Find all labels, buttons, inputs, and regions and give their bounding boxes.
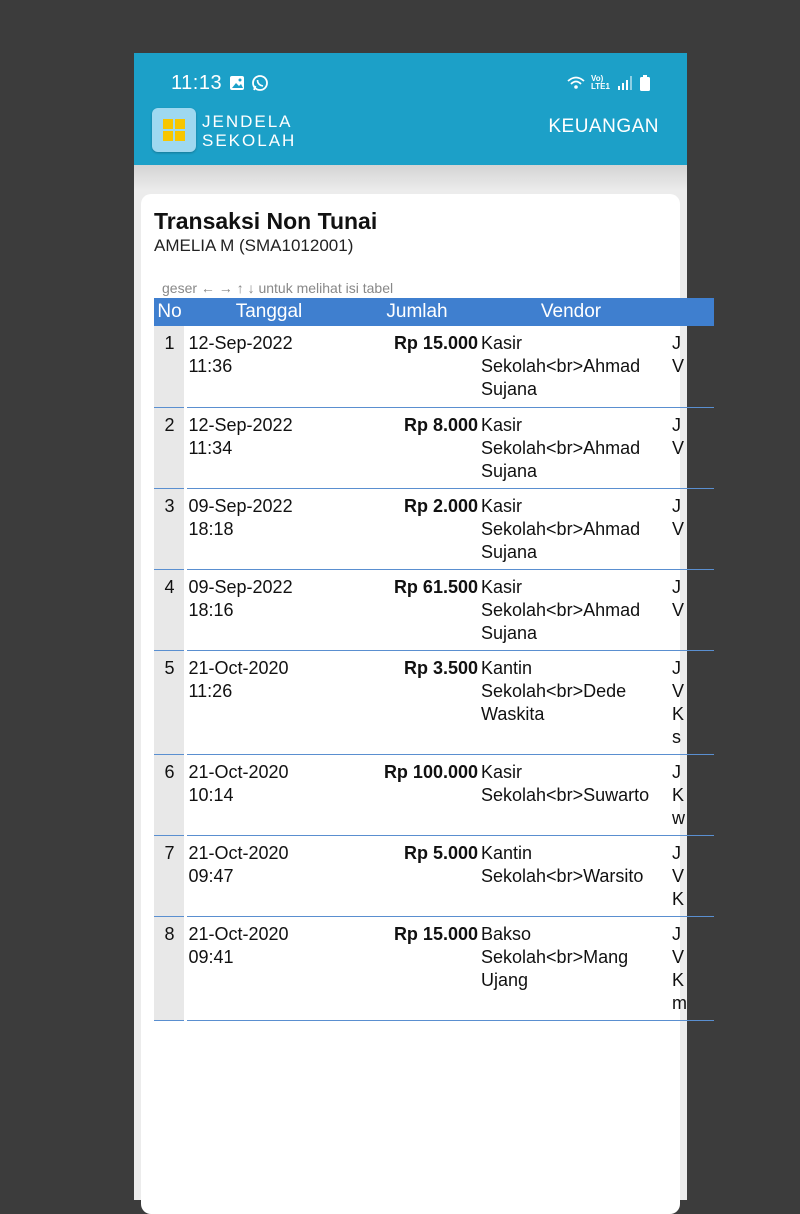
clipped-line: V xyxy=(672,865,685,886)
cell-tanggal xyxy=(185,835,353,916)
content-card xyxy=(141,194,687,1214)
header-no[interactable]: No xyxy=(154,298,185,326)
cell-no: 1 xyxy=(154,326,185,407)
vendor-line: Sekolah<br>Suwarto xyxy=(481,784,650,805)
cell-clipped-column xyxy=(661,326,714,407)
cell-jumlah: Rp 100.000 xyxy=(353,754,481,835)
vendor-line: Sekolah<br>Ahmad xyxy=(481,518,641,539)
vendor-line: Ujang xyxy=(481,969,529,990)
cell-time: 11:36 xyxy=(188,356,233,376)
cell-no: 3 xyxy=(154,488,185,569)
cell-vendor xyxy=(481,326,661,407)
cell-no: 7 xyxy=(154,835,185,916)
vendor-line: Sujana xyxy=(481,460,538,481)
clipped-line: V xyxy=(672,356,685,376)
vendor-line: Kantin xyxy=(481,657,533,678)
cell-date: 21-Oct-2020 xyxy=(188,761,289,782)
vendor-line: Sujana xyxy=(481,379,538,399)
vendor-line: Kasir xyxy=(481,576,523,597)
cell-jumlah: Rp 61.500 xyxy=(353,569,481,650)
keuangan-nav-link[interactable]: KEUANGAN xyxy=(548,116,659,137)
cell-tanggal xyxy=(185,326,353,407)
clipped-line: J xyxy=(672,414,681,435)
table-body xyxy=(154,326,714,1020)
brand-line-2: SEKOLAH xyxy=(202,131,297,150)
clipped-line: V xyxy=(672,437,685,458)
vendor-line: Sekolah<br>Warsito xyxy=(481,865,644,886)
clipped-line: w xyxy=(672,807,685,828)
clipped-line: V xyxy=(672,946,685,967)
vendor-line: Sekolah<br>Dede xyxy=(481,680,627,701)
cell-jumlah: Rp 3.500 xyxy=(353,650,481,754)
transactions-table xyxy=(154,298,714,1021)
clipped-line: J xyxy=(672,495,681,516)
vendor-line: Kasir xyxy=(481,333,523,353)
clipped-line: K xyxy=(672,888,685,909)
cell-time: 09:47 xyxy=(188,865,234,886)
transactions-table-scroll[interactable] xyxy=(154,298,687,1028)
battery-icon xyxy=(636,74,654,92)
window-grid-icon[interactable] xyxy=(152,108,196,152)
wifi-icon xyxy=(566,74,586,92)
student-name: AMELIA M (SMA1012001) xyxy=(154,236,354,255)
clipped-line: m xyxy=(672,992,687,1013)
vendor-line: Sekolah<br>Mang xyxy=(481,946,629,967)
vendor-line: Waskita xyxy=(481,703,545,724)
cell-time: 11:34 xyxy=(188,437,233,458)
signal-icon xyxy=(616,74,634,92)
clipped-line: J xyxy=(672,576,681,597)
clipped-line: J xyxy=(672,842,681,863)
cell-clipped-column xyxy=(661,650,714,754)
header-vendor[interactable]: Vendor xyxy=(481,298,661,326)
network-label: Vo) LTE1 xyxy=(591,74,610,91)
header-jumlah[interactable]: Jumlah xyxy=(353,298,481,326)
app-header xyxy=(134,53,687,165)
cell-date: 12-Sep-2022 xyxy=(188,333,293,353)
clipped-line: J xyxy=(672,657,681,678)
cell-no: 8 xyxy=(154,916,185,1020)
cell-clipped-column xyxy=(661,407,714,488)
cell-tanggal xyxy=(185,488,353,569)
vendor-line: Sekolah<br>Ahmad xyxy=(481,437,641,458)
cell-jumlah: Rp 8.000 xyxy=(353,407,481,488)
table-row xyxy=(154,650,714,754)
status-time: 11:13 xyxy=(171,72,223,94)
vendor-line: Kantin xyxy=(481,842,533,863)
cell-tanggal xyxy=(185,916,353,1020)
phone-screen xyxy=(134,53,687,1200)
cell-vendor xyxy=(481,650,661,754)
brand-logo-text[interactable] xyxy=(202,112,296,150)
table-header-row xyxy=(154,298,714,326)
cell-jumlah: Rp 5.000 xyxy=(353,835,481,916)
table-row xyxy=(154,916,714,1020)
table-row xyxy=(154,326,714,407)
clipped-line: V xyxy=(672,680,685,701)
cell-date: 12-Sep-2022 xyxy=(188,414,293,435)
table-row xyxy=(154,754,714,835)
clipped-line: s xyxy=(672,726,681,747)
status-bar xyxy=(134,53,687,103)
cell-no: 2 xyxy=(154,407,185,488)
table-row xyxy=(154,488,714,569)
cell-jumlah: Rp 2.000 xyxy=(353,488,481,569)
clipped-line: K xyxy=(672,969,685,990)
vendor-line: Kasir xyxy=(481,761,523,782)
cell-vendor xyxy=(481,407,661,488)
vendor-line: Kasir xyxy=(481,495,523,516)
cell-date: 21-Oct-2020 xyxy=(188,842,289,863)
brand-line-1: JENDELA xyxy=(202,112,293,131)
cell-tanggal xyxy=(185,754,353,835)
clipped-line: K xyxy=(672,703,685,724)
vendor-line: Kasir xyxy=(481,414,523,435)
page-title: Transaksi Non Tunai xyxy=(154,208,378,234)
table-row xyxy=(154,569,714,650)
cell-date: 09-Sep-2022 xyxy=(188,576,293,597)
cell-clipped-column xyxy=(661,754,714,835)
vendor-line: Sekolah<br>Ahmad xyxy=(481,356,641,376)
cell-time: 09:41 xyxy=(188,946,234,967)
cell-time: 10:14 xyxy=(188,784,234,805)
cell-jumlah: Rp 15.000 xyxy=(353,326,481,407)
cell-vendor xyxy=(481,835,661,916)
scroll-hint: geser ← → ↑ ↓ untuk melihat isi tabel xyxy=(162,280,394,296)
vendor-line: Sujana xyxy=(481,541,538,562)
whatsapp-icon xyxy=(251,74,269,92)
cell-no: 4 xyxy=(154,569,185,650)
gallery-icon xyxy=(228,74,246,92)
cell-vendor xyxy=(481,488,661,569)
cell-time: 18:18 xyxy=(188,518,234,539)
cell-jumlah: Rp 15.000 xyxy=(353,916,481,1020)
cell-clipped-column xyxy=(661,488,714,569)
cell-time: 11:26 xyxy=(188,680,233,701)
header-tanggal[interactable]: Tanggal xyxy=(185,298,353,326)
clipped-line: V xyxy=(672,518,685,539)
table-row xyxy=(154,835,714,916)
cell-time: 18:16 xyxy=(188,599,234,620)
cell-tanggal xyxy=(185,650,353,754)
clipped-line: J xyxy=(672,923,681,944)
cell-no: 5 xyxy=(154,650,185,754)
cell-no: 6 xyxy=(154,754,185,835)
clipped-line: K xyxy=(672,784,685,805)
cell-clipped-column xyxy=(661,916,714,1020)
cell-date: 09-Sep-2022 xyxy=(188,495,293,516)
cell-vendor xyxy=(481,916,661,1020)
cell-vendor xyxy=(481,754,661,835)
header-extra xyxy=(661,298,714,326)
header-shadow xyxy=(134,165,687,191)
clipped-line: J xyxy=(672,761,681,782)
table-row xyxy=(154,407,714,488)
clipped-line: J xyxy=(672,333,681,353)
clipped-line: V xyxy=(672,599,685,620)
cell-date: 21-Oct-2020 xyxy=(188,657,289,678)
cell-tanggal xyxy=(185,407,353,488)
cell-vendor xyxy=(481,569,661,650)
cell-clipped-column xyxy=(661,835,714,916)
cell-clipped-column xyxy=(661,569,714,650)
cell-date: 21-Oct-2020 xyxy=(188,923,289,944)
vendor-line: Bakso xyxy=(481,923,532,944)
vendor-line: Sujana xyxy=(481,622,538,643)
cell-tanggal xyxy=(185,569,353,650)
vendor-line: Sekolah<br>Ahmad xyxy=(481,599,641,620)
